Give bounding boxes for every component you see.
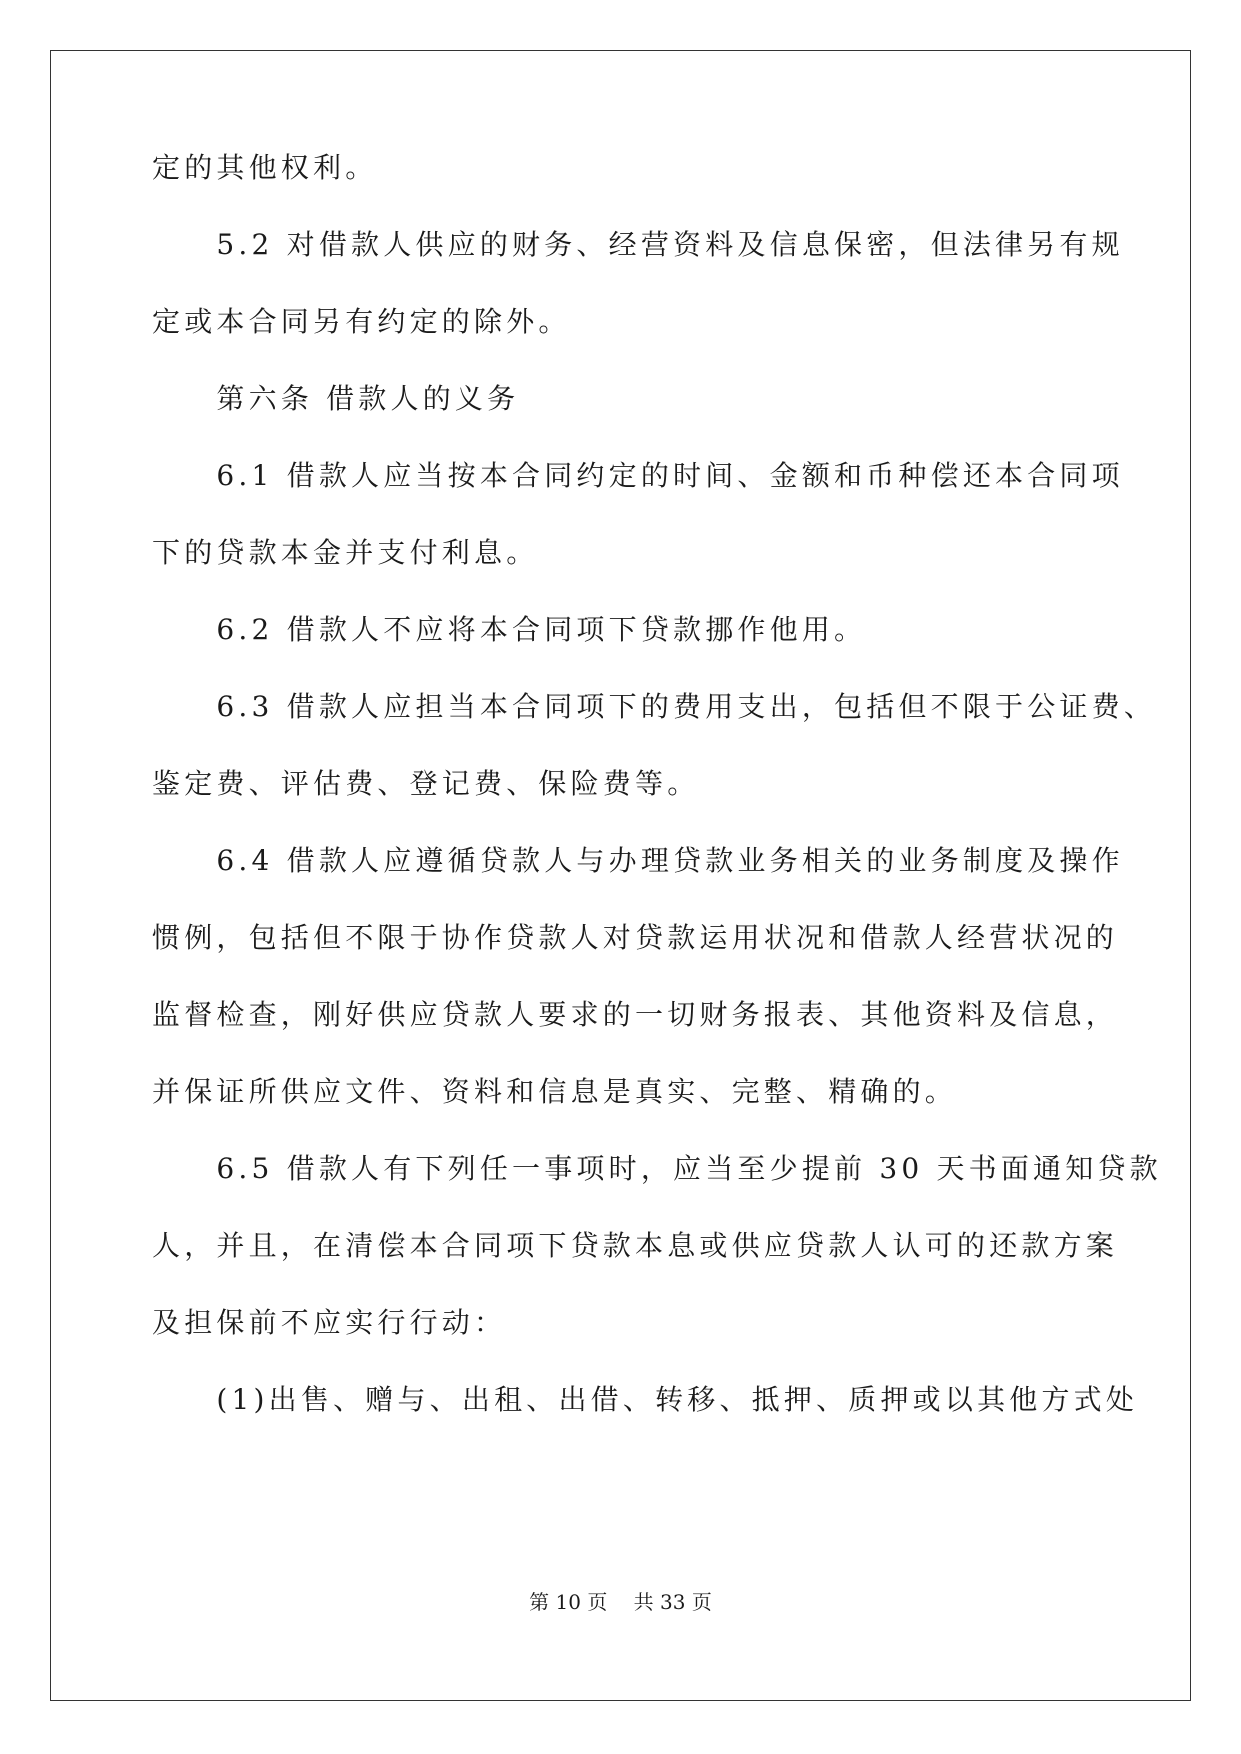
section-heading: 第六条 借款人的义务 <box>152 382 520 415</box>
text-line: 定或本合同另有约定的除外。 <box>152 305 571 338</box>
text-line: 鉴定费、评估费、登记费、保险费等。 <box>152 767 700 800</box>
text-line: 6.2 借款人不应将本合同项下贷款挪作他用。 <box>152 613 867 646</box>
text-line: 5.2 对借款人供应的财务、经营资料及信息保密，但法律另有规 <box>152 228 1124 261</box>
text-line: 6.1 借款人应当按本合同约定的时间、金额和币种偿还本合同项 <box>152 459 1124 492</box>
text-line: 并保证所供应文件、资料和信息是真实、完整、精确的。 <box>152 1075 958 1108</box>
text-line: 下的贷款本金并支付利息。 <box>152 536 539 569</box>
text-line: 人，并且，在清偿本合同项下贷款本息或供应贷款人认可的还款方案 <box>152 1229 1119 1262</box>
text-line: 定的其他权利。 <box>152 151 378 184</box>
text-line: 6.5 借款人有下列任一事项时，应当至少提前 30 天书面通知贷款 <box>152 1152 1162 1185</box>
text-line: (1)出售、赠与、出租、出借、转移、抵押、质押或以其他方式处 <box>152 1383 1139 1416</box>
text-line: 6.3 借款人应担当本合同项下的费用支出，包括但不限于公证费、 <box>152 690 1157 723</box>
text-line: 6.4 借款人应遵循贷款人与办理贷款业务相关的业务制度及操作 <box>152 844 1124 877</box>
text-line: 及担保前不应实行行动： <box>152 1306 507 1339</box>
text-line: 监督检查，刚好供应贷款人要求的一切财务报表、其他资料及信息， <box>152 998 1119 1031</box>
page-number-footer: 第 10 页 共 33 页 <box>529 1590 712 1614</box>
text-line: 惯例，包括但不限于协作贷款人对贷款运用状况和借款人经营状况的 <box>152 921 1119 954</box>
